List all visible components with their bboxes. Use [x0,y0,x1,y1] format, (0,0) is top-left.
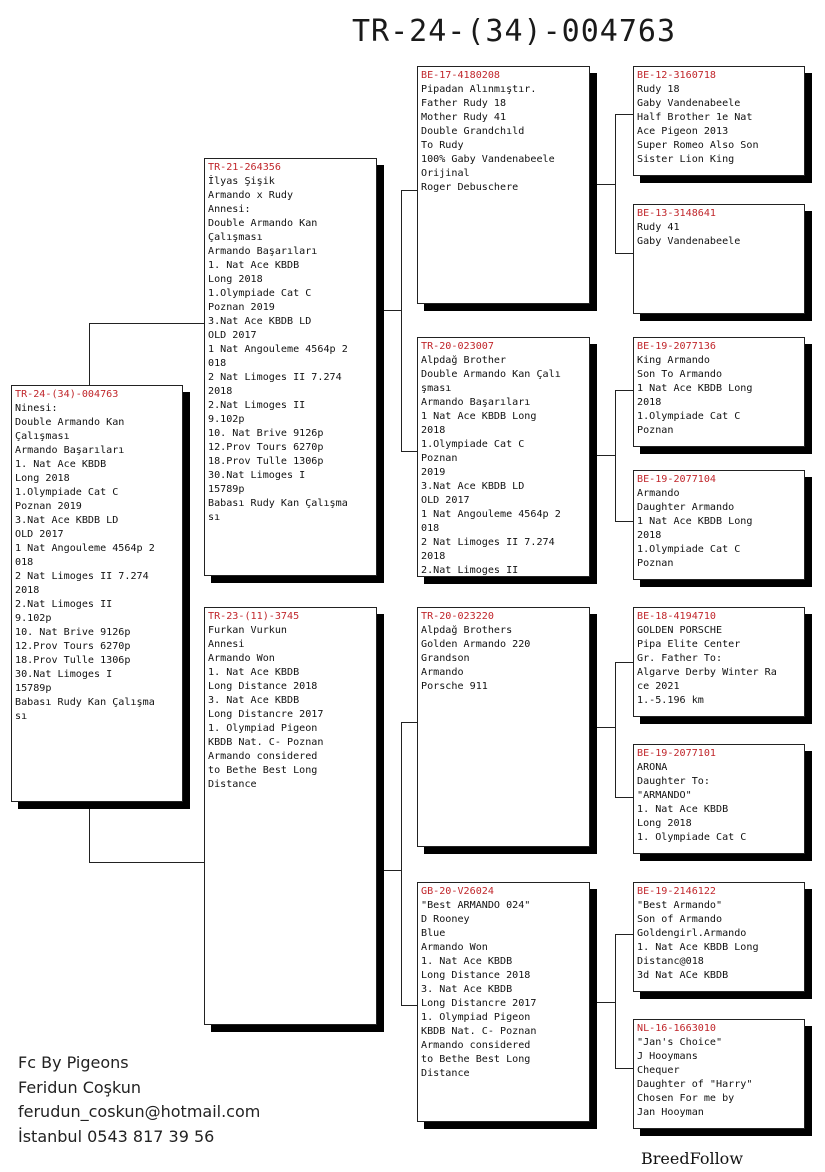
connector-line [615,662,633,663]
pigeon-info-line: 1. Olympiad Pigeon [208,723,318,734]
pigeon-info-line: Gaby Vandenabeele [637,98,741,109]
pigeon-info-line: Mother Rudy 41 [421,112,507,123]
connector-line [615,934,616,1069]
pigeon-info-line: Sister Lion King [637,154,735,165]
ring-number: NL-16-1663010 [637,1023,717,1034]
pigeon-info-line: Grandson [421,653,470,664]
pigeon-info-line: 10. Nat Brive 9126p [15,627,131,638]
pigeon-info-line: D Rooney [421,914,470,925]
pigeon-info-line: 1. Olympiade Cat C [637,832,747,843]
pigeon-info-line: GOLDEN PORSCHE [637,625,723,636]
pigeon-card-sire [204,158,377,576]
pigeon-info-line: Çalışması [208,232,263,243]
pigeon-info-line: 018 [15,557,34,568]
pigeon-info-line: Golden Armando 220 [421,639,531,650]
connector-line [384,870,402,871]
pigeon-info-line: 2018 [15,585,40,596]
pigeon-info-line: King Armando [637,355,710,366]
breeder-phone: İstanbul 0543 817 39 56 [18,1126,215,1146]
ring-number: BE-17-4180208 [421,70,501,81]
pigeon-info-line: 018 [421,523,440,534]
pigeon-info-line: Daughter of "Harry" [637,1079,753,1090]
breeder-name: Feridun Coşkun [18,1077,142,1097]
pigeon-info-line: 100% Gaby Vandenabeele [421,154,555,165]
connector-line [384,310,402,311]
pigeon-info-line: Double Armando Kan [15,417,125,428]
pigeon-info-line: 3.Nat Ace KBDB LD [15,515,119,526]
ring-number: BE-19-2077136 [637,341,717,352]
pigeon-info-line: 1.Olympiade Cat C [15,487,119,498]
pigeon-info-line: Pipadan Alınmıştır. [421,84,537,95]
pigeon-info-line: 1.Olympiade Cat C [208,288,312,299]
pigeon-info-line: to Bethe Best Long [421,1054,531,1065]
pigeon-info-line: Babası Rudy Kan Çalışma [15,697,155,708]
pigeon-info-line: Armando x Rudy [208,190,294,201]
pigeon-info-line: OLD 2017 [421,495,470,506]
pigeon-card-dam [204,607,377,1025]
pigeon-card-sire-dam [417,337,590,577]
pigeon-info-line: 3d Nat ACe KBDB [637,970,729,981]
connector-line [615,390,616,522]
pigeon-info-line: Babası Rudy Kan Çalışma [208,498,348,509]
connector-line [615,1068,633,1069]
pigeon-info-line: Armando [421,667,464,678]
pigeon-info-line: Orijinal [421,168,470,179]
ring-number: BE-19-2146122 [637,886,717,897]
pigeon-info-line: Blue [421,928,446,939]
pigeon-card-ds-sire [633,607,805,717]
pigeon-info-line: Armando considered [421,1040,531,1051]
pigeon-info-line: 30.Nat Limoges I [208,470,306,481]
pigeon-info-line: Armando Başarıları [421,397,531,408]
pigeon-info-line: 2018 [208,386,233,397]
pigeon-info-line: Annesi [208,639,245,650]
pigeon-info-line: J Hooymans [637,1051,698,1062]
pigeon-info-line: ce 2021 [637,681,680,692]
connector-line [615,114,633,115]
pigeon-info-line: 2019 [421,467,446,478]
pigeon-info-line: 2.Nat Limoges II [421,565,519,576]
pigeon-info-line: Gr. Father To: [637,653,723,664]
pigeon-info-line: Father Rudy 18 [421,98,507,109]
ring-number: TR-24-(34)-004763 [15,389,119,400]
pigeon-card-ss-sire [633,66,805,176]
connector-line [401,1005,417,1006]
pigeon-info-line: 1. Nat Ace KBDB Long [637,942,759,953]
pigeon-info-line: Algarve Derby Winter Ra [637,667,777,678]
pigeon-info-line: 2 Nat Limoges II 7.274 [208,372,342,383]
pigeon-card-subject [11,385,183,802]
connector-line [401,451,417,452]
pigeon-info-line: OLD 2017 [208,330,257,341]
pigeon-info-line: 9.102p [15,613,52,624]
pedigree-title: TR-24-(34)-004763 [352,14,677,49]
pigeon-info-line: 1. Nat Ace KBDB [208,667,300,678]
pigeon-info-line: 1.Olympiade Cat C [421,439,525,450]
pigeon-info-line: Armando Başarıları [208,246,318,257]
connector-line [401,190,417,191]
pigeon-info-line: 1. Nat Ace KBDB [421,956,513,967]
connector-line [615,390,633,391]
pigeon-info-line: 2018 [421,551,446,562]
pigeon-info-line: Furkan Vurkun [208,625,288,636]
pigeon-info-line: Alpdağ Brother [421,355,507,366]
pigeon-card-sd-sire [633,337,805,447]
pigeon-info-line: 9.102p [208,414,245,425]
pigeon-card-dd-sire [633,882,805,992]
pigeon-info-line: Long Distance 2018 [208,681,318,692]
breeder-loft-name: Fc By Pigeons [18,1053,129,1072]
pigeon-info-line: 15789p [15,683,52,694]
pigeon-info-line: Son To Armando [637,369,723,380]
pigeon-info-line: Super Romeo Also Son [637,140,759,151]
pigeon-info-line: İlyas Şişik [208,176,275,187]
pigeon-info-line: 18.Prov Tulle 1306p [15,655,131,666]
ring-number: TR-20-023007 [421,341,494,352]
pigeon-info-line: 1.Olympiade Cat C [637,411,741,422]
connector-line [89,323,90,385]
connector-line [615,521,633,522]
pigeon-info-line: Daughter Armando [637,502,735,513]
pigeon-info-line: 1. Nat Ace KBDB [637,804,729,815]
pigeon-info-line: "ARMANDO" [637,790,692,801]
pigeon-info-line: Chosen For me by [637,1093,735,1104]
pigeon-info-line: 018 [208,358,227,369]
pigeon-info-line: 3.Nat Ace KBDB LD [421,481,525,492]
pigeon-info-line: Double Grandchıld [421,126,525,137]
pigeon-info-line: 2.Nat Limoges II [15,599,113,610]
pigeon-card-ds-dam [633,744,805,854]
pigeon-info-line: Long 2018 [15,473,70,484]
pigeon-info-line: Armando Won [421,942,488,953]
pigeon-info-line: Double Armando Kan [208,218,318,229]
pigeon-info-line: 1.-5.196 km [637,695,704,706]
pigeon-info-line: Ninesi: [15,403,58,414]
pigeon-info-line: 1 Nat Ace KBDB Long [421,411,537,422]
pigeon-info-line: sı [15,711,28,722]
pigeon-info-line: Poznan [637,558,674,569]
pigeon-info-line: sı [208,512,221,523]
pigeon-card-dam-dam [417,882,590,1122]
pigeon-info-line: Long Distance 2018 [421,970,531,981]
pigeon-info-line: 2018 [421,425,446,436]
connector-line [597,727,616,728]
pigeon-info-line: Armando considered [208,751,318,762]
pigeon-info-line: Alpdağ Brothers [421,625,513,636]
pigeon-info-line: 1 Nat Angouleme 4564p 2 [421,509,561,520]
breeder-email: ferudun_coskun@hotmail.com [18,1102,261,1121]
pigeon-info-line: Goldengirl.Armando [637,928,747,939]
pigeon-info-line: Rudy 18 [637,84,680,95]
pigeon-info-line: Long 2018 [637,818,692,829]
pigeon-info-line: Poznan [637,425,674,436]
pigeon-info-line: 12.Prov Tours 6270p [15,641,131,652]
pigeon-card-dam-sire [417,607,590,847]
pigeon-card-sd-dam [633,470,805,580]
pigeon-info-line: Long 2018 [208,274,263,285]
pigeon-info-line: Gaby Vandenabeele [637,236,741,247]
ring-number: BE-18-4194710 [637,611,717,622]
pigeon-info-line: Rudy 41 [637,222,680,233]
pigeon-info-line: 12.Prov Tours 6270p [208,442,324,453]
pigeon-card-ss-dam [633,204,805,314]
pigeon-info-line: 18.Prov Tulle 1306p [208,456,324,467]
pigeon-info-line: To Rudy [421,140,464,151]
connector-line [597,1002,616,1003]
connector-line [615,114,616,254]
pigeon-info-line: Half Brother 1e Nat [637,112,753,123]
pigeon-info-line: 1 Nat Ace KBDB Long [637,516,753,527]
pigeon-info-line: 2018 [637,397,662,408]
pigeon-info-line: Son of Armando [637,914,723,925]
pigeon-info-line: 3. Nat Ace KBDB [208,695,300,706]
pigeon-info-line: 3. Nat Ace KBDB [421,984,513,995]
pigeon-info-line: Distance [421,1068,470,1079]
pigeon-info-line: Armando Won [208,653,275,664]
pigeon-info-line: 1 Nat Angouleme 4564p 2 [208,344,348,355]
pigeon-info-line: 1. Olympiad Pigeon [421,1012,531,1023]
connector-line [615,797,633,798]
pigeon-info-line: OLD 2017 [15,529,64,540]
connector-line [89,323,204,324]
pigeon-info-line: Çalışması [15,431,70,442]
brand-logo-text: BreedFollow [641,1149,744,1168]
connector-line [597,184,616,185]
pigeon-card-sire-sire [417,66,590,304]
connector-line [401,190,402,452]
pigeon-info-line: 10. Nat Brive 9126p [208,428,324,439]
pigeon-info-line: 1. Nat Ace KBDB [208,260,300,271]
connector-line [597,455,616,456]
pigeon-info-line: ARONA [637,762,668,773]
connector-line [615,662,616,798]
pigeon-info-line: Distance [208,779,257,790]
ring-number: GB-20-V26024 [421,886,494,897]
pigeon-info-line: 2 Nat Limoges II 7.274 [421,537,555,548]
pigeon-info-line: 1. Nat Ace KBDB [15,459,107,470]
pigeon-info-line: 2.Nat Limoges II [208,400,306,411]
ring-number: TR-23-(11)-3745 [208,611,300,622]
pigeon-info-line: Long Distancre 2017 [208,709,324,720]
pigeon-info-line: 15789p [208,484,245,495]
pigeon-info-line: Jan Hooyman [637,1107,704,1118]
pigeon-info-line: şması [421,383,452,394]
connector-line [615,253,633,254]
ring-number: BE-12-3160718 [637,70,717,81]
pigeon-info-line: Chequer [637,1065,680,1076]
connector-line [401,722,402,1006]
pigeon-info-line: 3.Nat Ace KBDB LD [208,316,312,327]
ring-number: BE-19-2077104 [637,474,717,485]
pigeon-info-line: Distanc@018 [637,956,704,967]
pigeon-info-line: Double Armando Kan Çalı [421,369,561,380]
pigeon-info-line: 30.Nat Limoges I [15,669,113,680]
connector-line [615,934,633,935]
pigeon-info-line: Armando Başarıları [15,445,125,456]
pigeon-info-line: Daughter To: [637,776,710,787]
ring-number: TR-21-264356 [208,162,281,173]
pigeon-info-line: Porsche 911 [421,681,488,692]
pigeon-card-dd-dam [633,1019,805,1129]
pigeon-info-line: 2 Nat Limoges II 7.274 [15,571,149,582]
ring-number: BE-19-2077101 [637,748,717,759]
pigeon-info-line: KBDB Nat. C- Poznan [208,737,324,748]
ring-number: BE-13-3148641 [637,208,717,219]
pigeon-info-line: Armando [637,488,680,499]
pigeon-info-line: 2018 [637,530,662,541]
pigeon-info-line: Pipa Elite Center [637,639,741,650]
breeder-contact [18,1051,260,1149]
pigeon-info-line: Poznan [421,453,458,464]
pigeon-info-line: Long Distancre 2017 [421,998,537,1009]
connector-line [89,862,204,863]
pigeon-info-line: Ace Pigeon 2013 [637,126,729,137]
pigeon-info-line: 1.Olympiade Cat C [637,544,741,555]
pigeon-info-line: 1 Nat Angouleme 4564p 2 [15,543,155,554]
connector-line [401,722,417,723]
pigeon-info-line: Poznan 2019 [208,302,275,313]
pigeon-info-line: "Jan's Choice" [637,1037,723,1048]
pigeon-info-line: to Bethe Best Long [208,765,318,776]
ring-number: TR-20-023220 [421,611,494,622]
pigeon-info-line: Annesi: [208,204,251,215]
pigeon-info-line: 1 Nat Ace KBDB Long [637,383,753,394]
pigeon-info-line: KBDB Nat. C- Poznan [421,1026,537,1037]
connector-line [89,802,90,863]
pigeon-info-line: "Best Armando" [637,900,723,911]
pigeon-info-line: "Best ARMANDO 024" [421,900,531,911]
pigeon-info-line: Poznan 2019 [15,501,82,512]
pigeon-info-line: Roger Debuschere [421,182,519,193]
